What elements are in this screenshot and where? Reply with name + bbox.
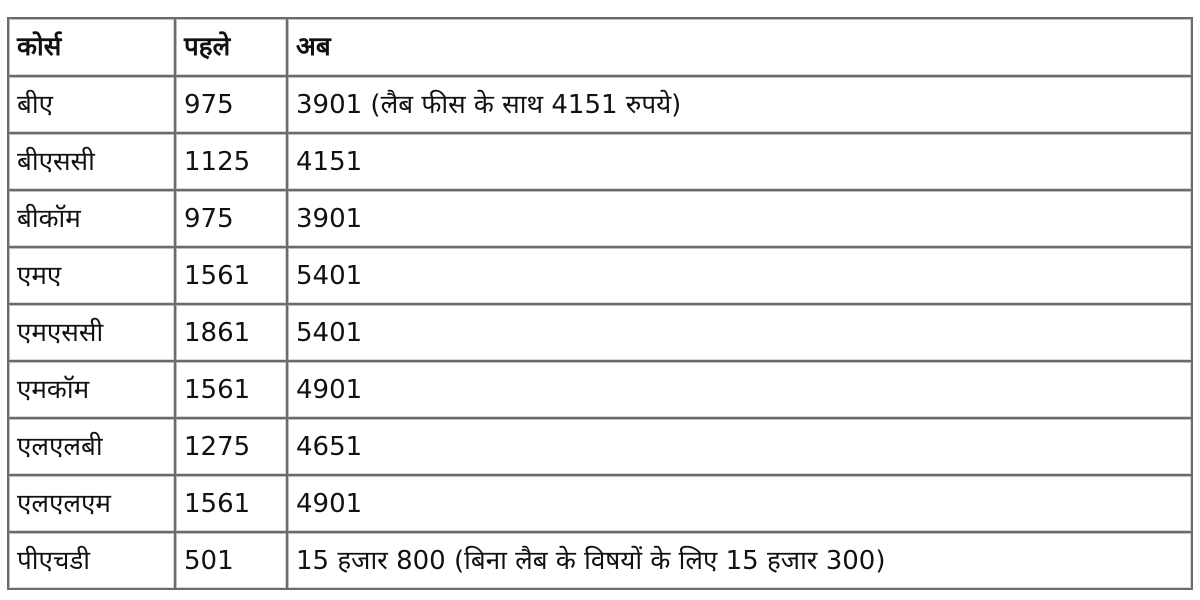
fee-comparison-table: [7, 17, 1193, 590]
cell-now: 5401: [287, 304, 1192, 361]
table-row: [8, 418, 1192, 475]
cell-course: एलएलबी: [8, 418, 175, 475]
cell-now: 5401: [287, 247, 1192, 304]
fee-table-container: [7, 17, 1191, 590]
cell-now: 4901: [287, 475, 1192, 532]
header-course: कोर्स: [8, 18, 175, 76]
header-before: पहले: [175, 18, 287, 76]
table-row: [8, 475, 1192, 532]
table-row: [8, 190, 1192, 247]
cell-course: एलएलएम: [8, 475, 175, 532]
cell-before: 1561: [175, 247, 287, 304]
cell-course: एमएससी: [8, 304, 175, 361]
table-row: [8, 304, 1192, 361]
header-now: अब: [287, 18, 1192, 76]
cell-course: एमकॉम: [8, 361, 175, 418]
cell-course: बीकॉम: [8, 190, 175, 247]
cell-course: पीएचडी: [8, 532, 175, 589]
cell-now: 4151: [287, 133, 1192, 190]
cell-before: 1561: [175, 475, 287, 532]
cell-now: 4651: [287, 418, 1192, 475]
cell-now: 3901 (लैब फीस के साथ 4151 रुपये): [287, 76, 1192, 133]
cell-before: 1561: [175, 361, 287, 418]
cell-course: बीए: [8, 76, 175, 133]
cell-before: 975: [175, 76, 287, 133]
cell-before: 1861: [175, 304, 287, 361]
table-row: [8, 133, 1192, 190]
cell-course: बीएससी: [8, 133, 175, 190]
table-row: [8, 361, 1192, 418]
table-row: [8, 247, 1192, 304]
cell-now: 15 हजार 800 (बिना लैब के विषयों के लिए 15 हजार 300): [287, 532, 1192, 589]
cell-now: 4901: [287, 361, 1192, 418]
table-row: [8, 532, 1192, 589]
table-header-row: [8, 18, 1192, 76]
cell-before: 1125: [175, 133, 287, 190]
table-row: [8, 76, 1192, 133]
cell-before: 501: [175, 532, 287, 589]
cell-before: 1275: [175, 418, 287, 475]
cell-now: 3901: [287, 190, 1192, 247]
cell-before: 975: [175, 190, 287, 247]
cell-course: एमए: [8, 247, 175, 304]
